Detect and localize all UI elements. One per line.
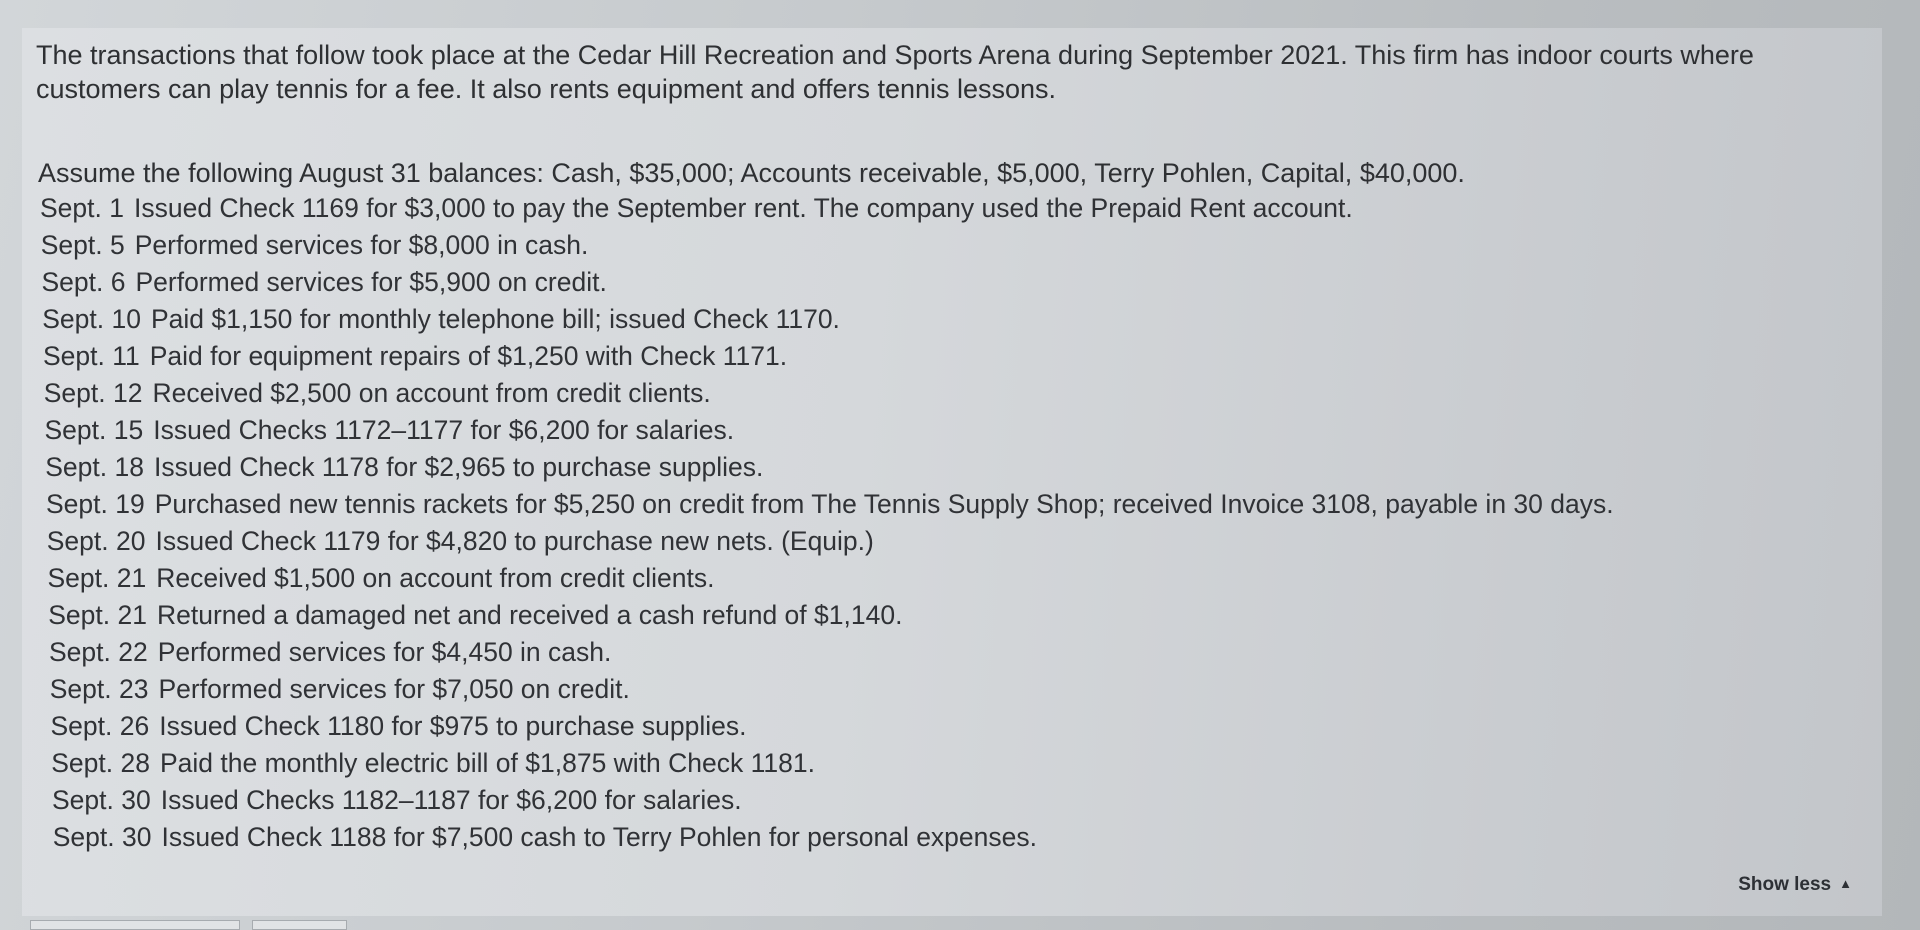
transaction-description: Issued Check 1169 for $3,000 to pay the September rent. The company used the Prepaid Rent account. <box>133 193 1353 223</box>
transaction-date: Sept. 5 <box>40 230 125 260</box>
transaction-date: Sept. 30 <box>52 822 152 852</box>
transaction-row <box>40 301 1614 338</box>
transaction-description: Received $1,500 on account from credit clients. <box>156 563 715 593</box>
transaction-row <box>40 560 1614 597</box>
transaction-date: Sept. 1 <box>40 193 124 223</box>
transaction-row <box>40 671 1614 708</box>
transaction-description: Issued Check 1180 for $975 to purchase supplies. <box>159 711 747 741</box>
opening-balances: Assume the following August 31 balances: Cash, $35,000; Accounts receivable, $5,000, Terry Pohlen, Capital, $40,000. <box>38 158 1465 188</box>
transaction-list <box>40 190 1614 856</box>
show-less-label: Show less <box>1738 874 1832 895</box>
transaction-row <box>40 227 1614 264</box>
transaction-date: Sept. 19 <box>46 489 145 519</box>
transaction-description: Issued Checks 1182–1187 for $6,200 for salaries. <box>160 785 742 815</box>
transaction-description: Paid the monthly electric bill of $1,875 with Check 1181. <box>159 748 815 778</box>
transaction-date: Sept. 15 <box>44 415 144 445</box>
transaction-date: Sept. 10 <box>42 304 141 334</box>
transaction-row <box>40 449 1614 486</box>
transaction-row <box>40 523 1614 560</box>
transaction-row <box>40 412 1614 449</box>
transaction-row <box>40 486 1614 523</box>
transaction-date: Sept. 22 <box>49 637 148 667</box>
transaction-row <box>40 264 1614 301</box>
problem-panel <box>22 28 1882 916</box>
transaction-row <box>40 819 1614 856</box>
transaction-description: Performed services for $5,900 on credit. <box>135 267 607 297</box>
transaction-description: Paid for equipment repairs of $1,250 with Check 1171. <box>149 341 788 371</box>
transaction-row <box>40 190 1614 227</box>
transaction-date: Sept. 23 <box>49 674 149 704</box>
transaction-description: Received $2,500 on account from credit clients. <box>152 378 711 408</box>
transaction-description: Paid $1,150 for monthly telephone bill; issued Check 1170. <box>150 304 840 334</box>
transaction-date: Sept. 6 <box>41 267 126 297</box>
transaction-row <box>40 745 1614 782</box>
transaction-date: Sept. 28 <box>51 748 150 778</box>
transaction-description: Performed services for $7,050 on credit. <box>158 674 630 704</box>
transaction-row <box>40 375 1614 412</box>
transaction-row <box>40 782 1614 819</box>
caret-up-icon: ▲ <box>1839 876 1852 891</box>
transaction-date: Sept. 21 <box>48 600 147 630</box>
transaction-date: Sept. 26 <box>50 711 150 741</box>
transaction-description: Issued Check 1188 for $7,500 cash to Terry Pohlen for personal expenses. <box>161 822 1037 852</box>
transaction-row <box>40 634 1614 671</box>
transaction-description: Issued Check 1179 for $4,820 to purchase new nets. (Equip.) <box>155 526 874 556</box>
bottom-tab[interactable] <box>30 920 240 930</box>
transaction-description: Issued Checks 1172–1177 for $6,200 for salaries. <box>153 415 735 445</box>
transaction-description: Performed services for $4,450 in cash. <box>157 637 612 667</box>
transaction-date: Sept. 21 <box>47 563 147 593</box>
problem-intro: The transactions that follow took place at the Cedar Hill Recreation and Sports Arena during September 2021. This firm has indoor courts where customers can play tennis for a fee. It also rents equipment and offers tennis lessons. <box>36 40 1754 104</box>
transaction-row <box>40 597 1614 634</box>
transaction-date: Sept. 11 <box>43 341 140 371</box>
transaction-date: Sept. 12 <box>43 378 143 408</box>
show-less-button[interactable] <box>1738 874 1852 896</box>
transaction-row <box>40 338 1614 375</box>
transaction-description: Purchased new tennis rackets for $5,250 on credit from The Tennis Supply Shop; received Invoice 3108, payable in 30 days. <box>154 489 1614 519</box>
transaction-description: Performed services for $8,000 in cash. <box>134 230 589 260</box>
transaction-description: Returned a damaged net and received a cash refund of $1,140. <box>156 600 903 630</box>
transaction-row <box>40 708 1614 745</box>
transaction-date: Sept. 18 <box>45 452 144 482</box>
transaction-date: Sept. 20 <box>46 526 146 556</box>
transaction-date: Sept. 30 <box>52 785 151 815</box>
transaction-description: Issued Check 1178 for $2,965 to purchase supplies. <box>153 452 764 482</box>
bottom-tab[interactable] <box>252 920 347 930</box>
